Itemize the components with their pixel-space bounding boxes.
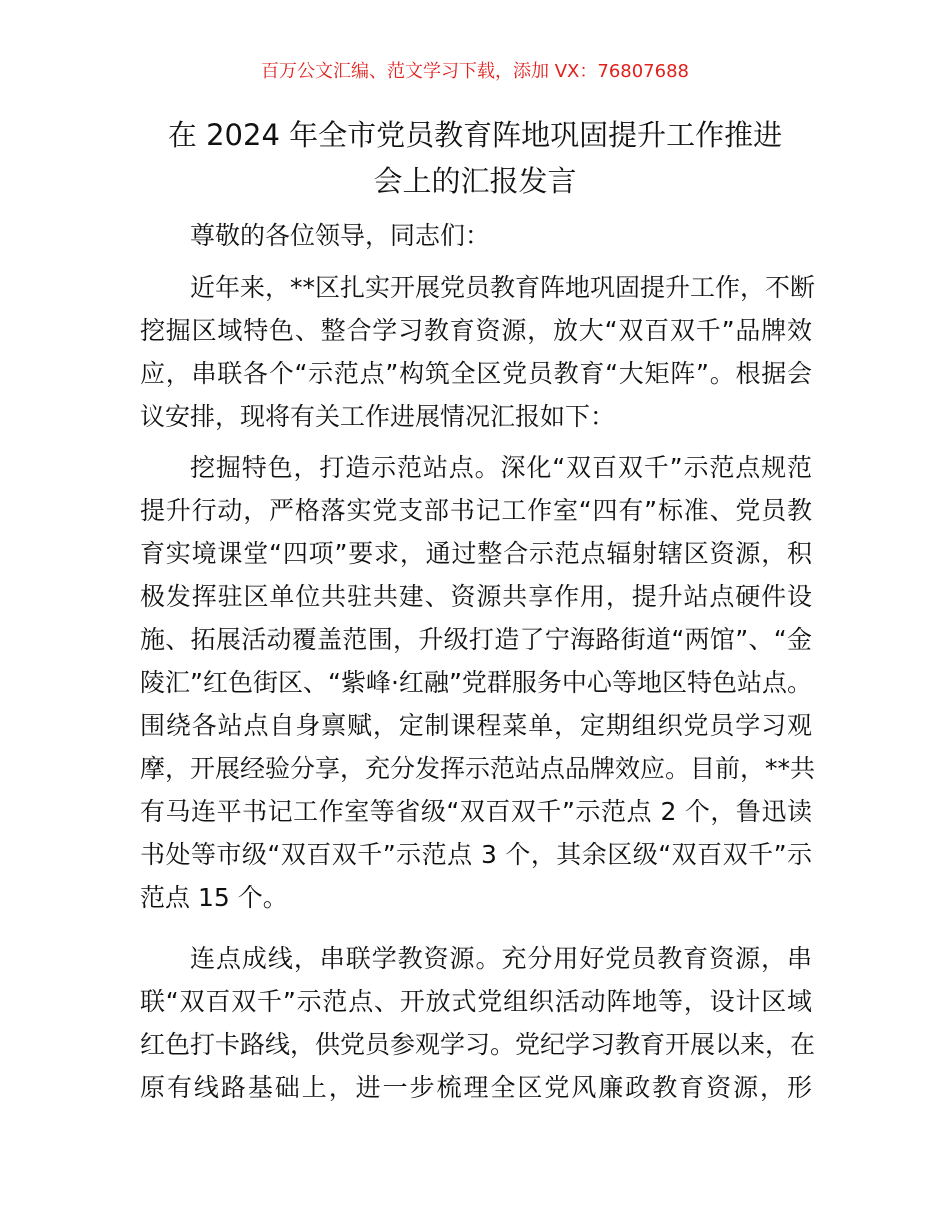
greeting [140,214,812,257]
paragraph-line: 极发挥驻区单位共驻共建、资源共享作用，提升站点硬件设 [140,582,812,611]
paragraph-1 [140,266,816,438]
paragraph-line: 有马连平书记工作室等省级“双百双千”示范点 2 个，鲁迅读 [140,797,812,826]
watermark-header: 百万公文汇编、范文学习下载，添加 VX：76807688 [261,61,689,82]
paragraph-line: 挖掘区域特色、整合学习教育资源，放大“双百双千”品牌效 [140,316,812,345]
paragraph-line: 连点成线，串联学教资源。充分用好党员教育资源，串 [190,944,812,973]
paragraph-line: 提升行动，严格落实党支部书记工作室“四有”标准、党员教 [140,496,812,525]
paragraph-line: 围绕各站点自身禀赋，定制课程菜单，定期组织党员学习观 [140,711,812,740]
paragraph-line: 近年来，**区扎实开展党员教育阵地巩固提升工作，不断 [190,273,816,302]
document-title [130,112,820,204]
paragraph-line: 原有线路基础上，进一步梳理全区党风廉政教育资源，形 [140,1073,812,1102]
paragraph-line: 摩，开展经验分享，充分发挥示范站点品牌效应。目前，**共 [140,754,816,783]
title-line-1: 在 2024 年全市党员教育阵地巩固提升工作推进 [167,118,783,152]
paragraph-line: 陵汇”红色街区、“紫峰·红融”党群服务中心等地区特色站点。 [140,668,812,697]
paragraph-line: 红色打卡路线，供党员参观学习。党纪学习教育开展以来，在 [140,1030,816,1059]
paragraph-3 [140,937,816,1109]
paragraph-line: 议安排，现将有关工作进展情况汇报如下： [140,402,616,431]
paragraph-line: 施、拓展活动覆盖范围，升级打造了宁海路街道“两馆”、“金 [140,625,812,654]
title-line-2: 会上的汇报发言 [373,164,577,198]
paragraph-line: 挖掘特色，打造示范站点。深化“双百双千”示范点规范 [190,453,812,482]
paragraph-line: 范点 15 个。 [140,883,288,912]
paragraph-line: 应，串联各个“示范点”构筑全区党员教育“大矩阵”。根据会 [140,359,812,388]
paragraph-line: 联“双百双千”示范点、开放式党组织活动阵地等，设计区域 [140,987,812,1016]
greeting-line: 尊敬的各位领导，同志们： [190,221,491,250]
paragraph-line: 书处等市级“双百双千”示范点 3 个，其余区级“双百双千”示 [140,840,812,869]
paragraph-2 [140,446,816,919]
paragraph-line: 育实境课堂“四项”要求，通过整合示范点辐射辖区资源，积 [140,539,812,568]
